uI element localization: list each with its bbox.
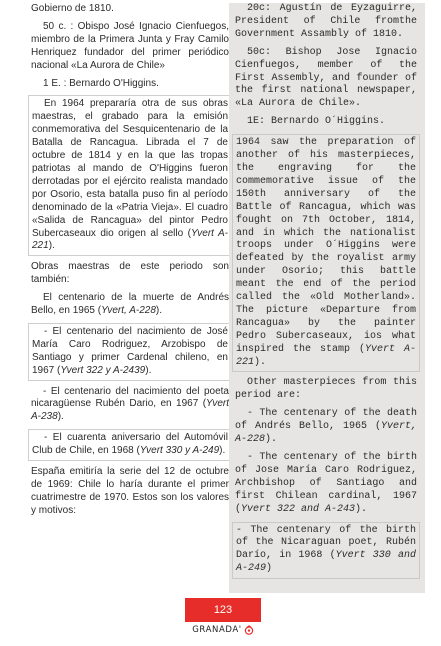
paragraph-final-es: España emitiría la serie del 12 de octubre de 1969: Chile lo haría durante el primer cuatrimestre de 1970. Estos son los valores y motivos: (31, 466, 229, 516)
spanish-column (31, 3, 229, 523)
top-line: Gobierno de 1810. (31, 3, 114, 14)
paragraph-50c-en: 50c: Bishop Jose Ignacio Cienfuegos, member of the First Assembly, and founder of the first national newspaper, «La Aurora de Chile». (235, 46, 417, 110)
brand-name: GRANADA' (192, 625, 242, 635)
page-footer (183, 598, 263, 635)
paragraph-1e-en: 1E: Bernardo O´Higgins. (247, 116, 386, 128)
list-item: - The centenary of the birth of Jose María Caro Rodriguez, Archbishop of Santiago and first Chilean cardinal, 1967 (Yvert 322 and A-243). (235, 452, 417, 515)
list-item: - El cuarenta aniversario del Automóvil Club de Chile, en 1968 (Yvert 330 y A-249). (28, 429, 232, 461)
page-number: 123 (185, 598, 261, 622)
paragraph-20c-en: 20c: Agustín de Eyzaguirre, President of Chile fromthe Government Assambly of 1810. (235, 3, 417, 40)
list-item: El centenario de la muerte de Andrés Bello, en 1965 (Yvert, A-228). (31, 292, 229, 317)
paragraph-1e-es: 1 E. : Bernardo O'Higgins. (43, 77, 159, 89)
pomegranate-icon (244, 625, 254, 635)
list-item: - The centenary of the birth of the Nicaraguan poet, Rubén Darío, in 1968 (Yvert 330 and A-249) (232, 522, 420, 580)
paragraph-other-en: Other masterpieces from this period are: (235, 377, 417, 402)
brand-logo (183, 625, 263, 635)
paragraph-1964-es: En 1964 prepararía otra de sus obras maestras, el grabado para la emisión conmemorativa del Sesquicentenario de la Batalla de Rancagua. Librada el 7 de octubre de 1814 y en la que las tropas patriotas al mando de O'Higgins fueron derrotadas por el ejército realista mandado por Osorio, esta batalla puso fin al período denominado de la «Patria Vieja». El cuadro «Salida de Rancagua» del pintor Pedro Subercaseaux dio origen al sello (Yvert A-221). (28, 95, 232, 256)
paragraph-1964-en: 1964 saw the preparation of another of his masterpieces, the engraving for the commemorative issue of the 150th anniversary of the Battle of Rancagua, which was fought on 7th October, 1814, and in which the nationalist troops under O´Higgins were defeated by the royalist army under Osorio; this battle meant the end of the period called the «Old Motherland». The picture «Departure from Rancagua» by the painter Pedro Subercaseaux, ios what inspired the stamp (Yvert A-221). (232, 134, 420, 372)
list-item: - El centenario del nacimiento de José María Caro Rodriguez, Arzobispo de Santiago y primer Cardenal chileno, en 1967 (Yvert 322 y A-2439). (28, 323, 232, 381)
paragraph-obras-es: Obras maestras de este periodo son también: (31, 261, 229, 286)
english-column (229, 3, 425, 593)
list-item: - The centenary of the death of Andrés Bello, 1965 (Yvert, A-228). (235, 408, 417, 446)
paragraph-50c-es: 50 c. : Obispo José Ignacio Cienfuegos, miembro de la Primera Junta y Fray Camilo Henriquez fundador del primer periódico nacional «La Aurora de Chile» (31, 20, 229, 71)
list-item: - El centenario del nacimiento del poeta nicaragüense Rubén Dario, en 1967 (Yvert A-238). (31, 385, 229, 423)
